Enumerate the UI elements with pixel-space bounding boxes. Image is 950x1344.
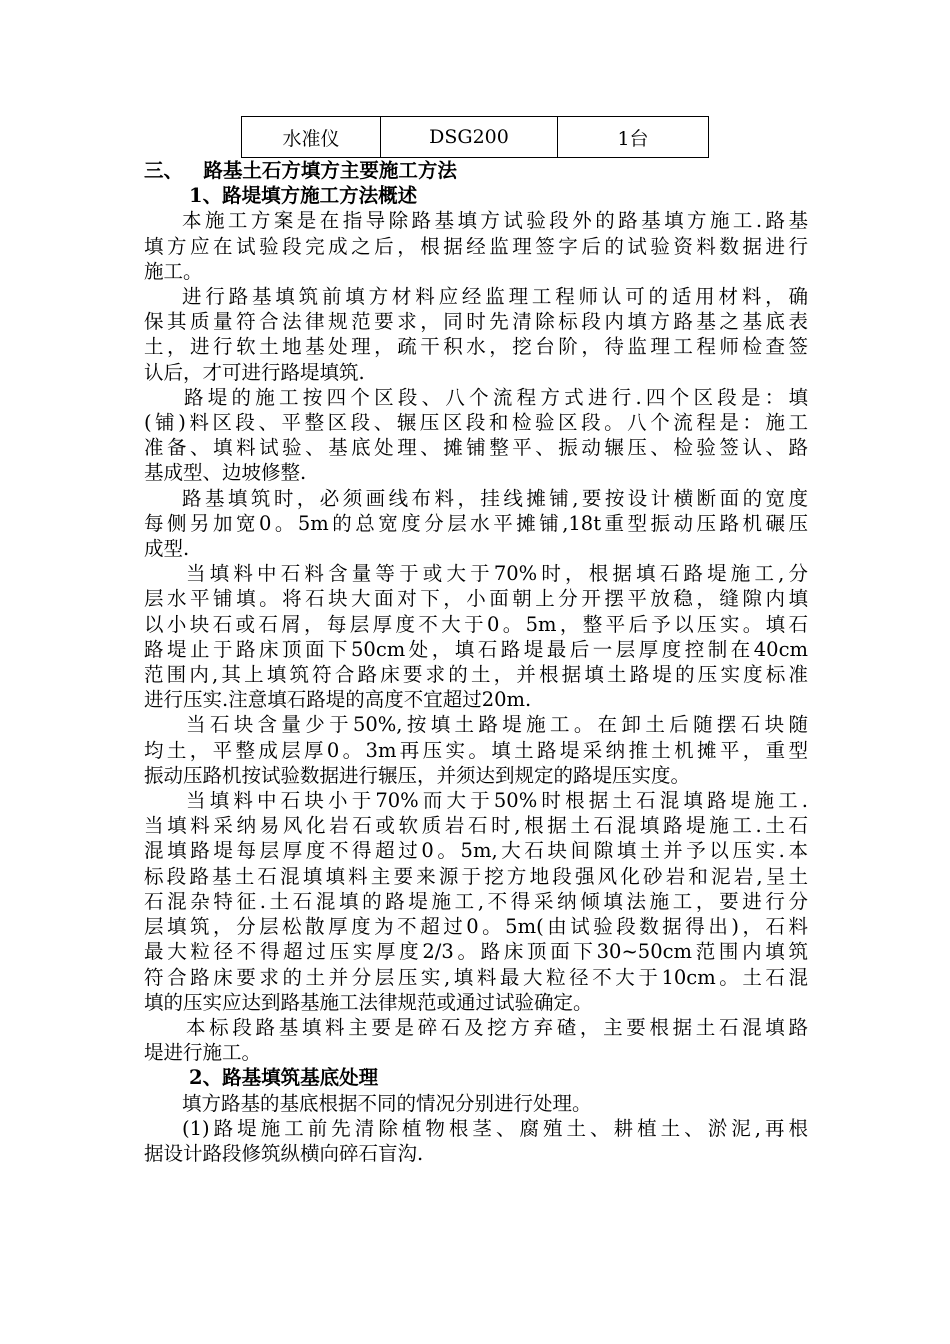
paragraph-line: 本施工方案是在指导除路基填方试验段外的路基填方施工.路基 bbox=[182, 209, 808, 233]
document-body bbox=[144, 158, 808, 1166]
paragraph-line: 最大粒径不得超过压实厚度2/3。路床顶面下30~50cm范围内填筑 bbox=[144, 940, 808, 964]
paragraph-line: 振动压路机按试验数据进行辗压，并须达到规定的路堤压实度。 bbox=[144, 763, 691, 787]
paragraph-line: 以小块石或石屑，每层厚度不大于0。5m，整平后予以压实。填石 bbox=[144, 612, 808, 636]
paragraph-line: 填方路基的基底根据不同的情况分别进行处理。 bbox=[182, 1091, 592, 1115]
paragraph-line: 认后，才可进行路堤填筑. bbox=[144, 360, 365, 384]
paragraph-line: (铺)料区段、平整区段、辗压区段和检验区段。八个流程是：施工 bbox=[144, 411, 808, 435]
paragraph-line: 范围内,其上填筑符合路床要求的土，并根据填土路堤的压实度标准 bbox=[144, 663, 808, 687]
subsection-heading-1: 1、路堤填方施工方法概述 bbox=[189, 184, 418, 208]
paragraph-line: 每侧另加宽0。5m的总宽度分层水平摊铺,18t重型振动压路机碾压 bbox=[144, 511, 808, 535]
paragraph-line: 石混杂特征.土石混填的路堤施工,不得采纳倾填法施工，要进行分 bbox=[144, 889, 808, 913]
paragraph-line: 当石块含量少于50%,按填土路堤施工。在卸土后随摆石块随 bbox=[186, 713, 808, 737]
paragraph-line: 混填路堤每层厚度不得超过0。5m,大石块间隙填土并予以压实.本 bbox=[144, 839, 808, 863]
paragraph-line: 路堤止于路床顶面下50cm处，填石路堤最后一层厚度控制在40cm bbox=[144, 637, 808, 661]
paragraph-line: 保其质量符合法律规范要求，同时先清除标段内填方路基之基底表 bbox=[144, 310, 808, 334]
section-heading: 三、 路基土石方填方主要施工方法 bbox=[144, 159, 457, 182]
paragraph-line: 土，进行软土地基处理，疏干积水，挖台阶，待监理工程师检查签 bbox=[144, 335, 808, 359]
subsection-heading-2: 2、路基填筑基底处理 bbox=[189, 1066, 379, 1090]
paragraph-4 bbox=[144, 486, 808, 562]
paragraph-line: 填的压实应达到路基施工法律规范或通过试验确定。 bbox=[144, 990, 593, 1014]
paragraph-2 bbox=[144, 284, 808, 385]
paragraph-line: 符合路床要求的土并分层压实,填料最大粒径不大于10cm。土石混 bbox=[144, 965, 808, 989]
equipment-table bbox=[241, 116, 709, 158]
paragraph-line: 当填料中石块小于70%而大于50%时根据土石混填路堤施工. bbox=[186, 789, 808, 813]
paragraph-line: 施工。 bbox=[144, 259, 203, 283]
paragraph-line: 当填料采纳易风化岩石或软质岩石时,根据土石混填路堤施工.土石 bbox=[144, 814, 808, 838]
paragraph-line: 堤进行施工。 bbox=[144, 1041, 262, 1065]
paragraph-3 bbox=[144, 385, 808, 486]
paragraph-9 bbox=[144, 1091, 808, 1116]
paragraph-line: 基成型、边坡修整. bbox=[144, 461, 307, 485]
equipment-name-cell: 水准仪 bbox=[242, 117, 381, 158]
paragraph-line: 据设计路段修筑纵横向碎石盲沟. bbox=[144, 1141, 424, 1165]
paragraph-6 bbox=[144, 712, 808, 788]
paragraph-5 bbox=[144, 561, 808, 712]
paragraph-line: 本标段路基填料主要是碎石及挖方弃碴，主要根据土石混填路 bbox=[186, 1015, 808, 1039]
paragraph-10 bbox=[144, 1116, 808, 1166]
paragraph-line: 成型. bbox=[144, 537, 190, 561]
paragraph-line: 路堤的施工按四个区段、八个流程方式进行.四个区段是：填 bbox=[184, 385, 808, 409]
paragraph-1 bbox=[144, 208, 808, 284]
equipment-model-cell: DSG200 bbox=[381, 117, 558, 158]
paragraph-line: 均土，平整成层厚0。3m再压实。填土路堤采纳推土机摊平，重型 bbox=[144, 738, 808, 762]
paragraph-line: 层水平铺填。将石块大面对下，小面朝上分开摆平放稳，缝隙内填 bbox=[144, 587, 808, 611]
paragraph-line: 准备、填料试验、基底处理、摊铺整平、振动辗压、检验签认、路 bbox=[144, 436, 808, 460]
equipment-quantity-cell: 1台 bbox=[558, 117, 709, 158]
paragraph-line: 填方应在试验段完成之后，根据经监理签字后的试验资料数据进行 bbox=[144, 234, 808, 258]
paragraph-line: 标段路基土石混填填料主要来源于挖方地段强风化砂岩和泥岩,呈土 bbox=[144, 864, 808, 888]
paragraph-line: 进行压实.注意填石路堤的高度不宜超过20m. bbox=[144, 688, 532, 712]
paragraph-line: (1)路堤施工前先清除植物根茎、腐殖土、耕植土、淤泥,再根 bbox=[182, 1116, 808, 1140]
table-row bbox=[242, 117, 709, 158]
paragraph-line: 进行路基填筑前填方材料应经监理工程师认可的适用材料，确 bbox=[182, 285, 808, 309]
paragraph-line: 层填筑，分层松散厚度为不超过0。5m(由试验段数据得出)，石料 bbox=[144, 915, 808, 939]
paragraph-8 bbox=[144, 1015, 808, 1065]
paragraph-7 bbox=[144, 788, 808, 1015]
paragraph-line: 路基填筑时，必须画线布料，挂线摊铺,要按设计横断面的宽度 bbox=[182, 486, 808, 510]
paragraph-line: 当填料中石料含量等于或大于70%时，根据填石路堤施工,分 bbox=[186, 562, 808, 586]
